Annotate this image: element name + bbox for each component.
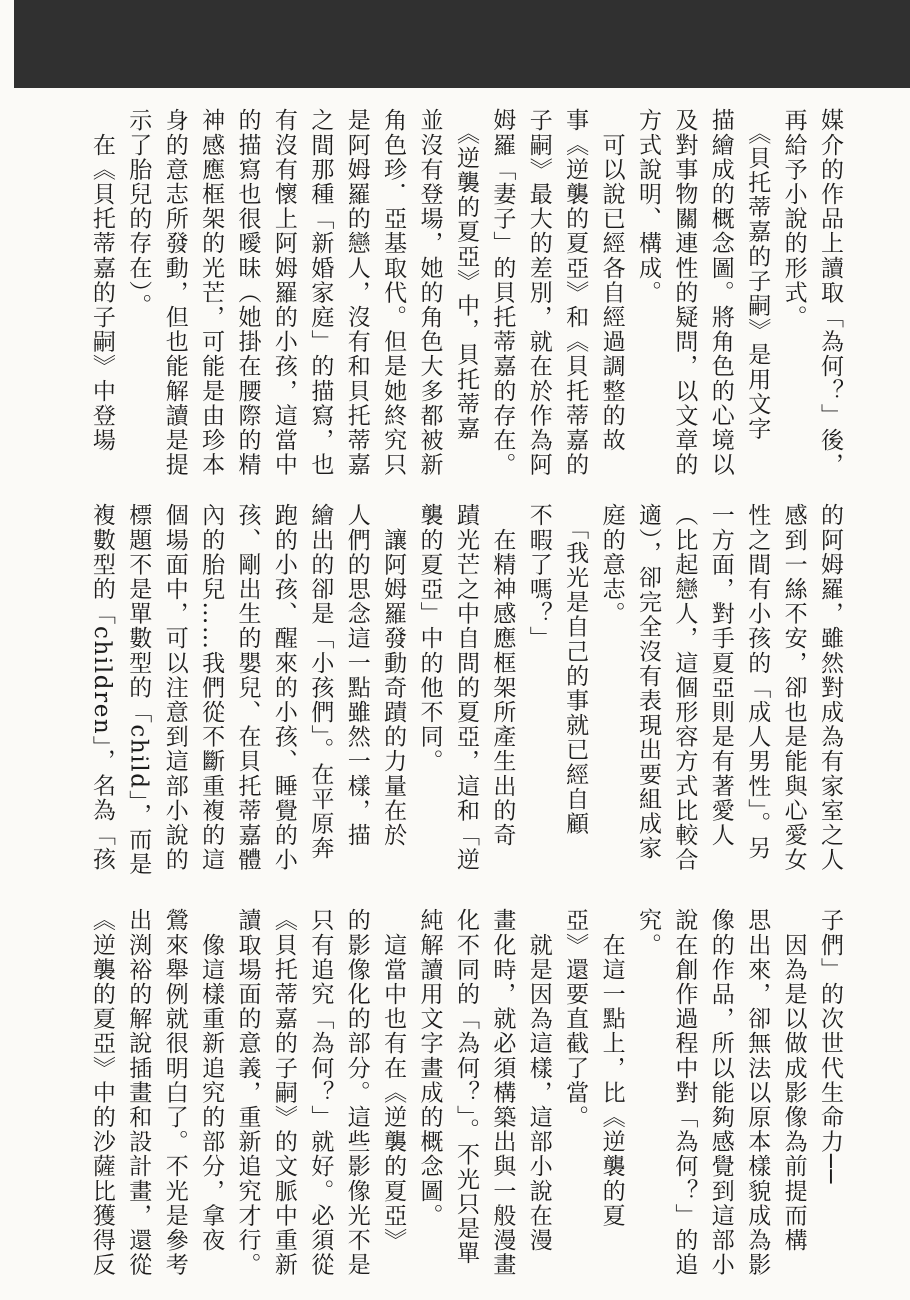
- text-block-middle: [88, 503, 848, 883]
- text-line: 不暇了嗎？」: [525, 503, 552, 651]
- text-line: 再給予小說的形式。: [780, 108, 807, 330]
- text-line: 姆羅「妻子」的貝托蒂嘉的存在。: [489, 108, 516, 477]
- text-line: 思出來，卻無法以原本樣貌成為影: [744, 908, 771, 1277]
- text-line: 就是因為這樣，這部小說在漫: [525, 908, 552, 1253]
- text-line: 讓阿姆羅發動奇蹟的力量在於: [380, 503, 407, 848]
- text-line: 繪出的卻是「小孩們」。在平原奔: [307, 503, 334, 861]
- text-line: 化不同的「為何？」。不光只是單: [452, 908, 479, 1266]
- text-line: 子們」的次世代生命力──: [817, 908, 843, 1185]
- text-line: 有沒有懷上阿姆羅的小孩，這當中: [270, 108, 297, 477]
- text-line: 純解讀用文字畫成的概念圖。: [416, 908, 443, 1228]
- text-line: 亞》還要直截了當。: [562, 908, 589, 1130]
- text-line: 事《逆襲的夏亞》和《貝托蒂嘉的: [562, 108, 589, 477]
- text-line: 人們的思念這一點雖然一樣，描: [343, 503, 370, 848]
- text-line: 是阿姆羅的戀人，沒有和貝托蒂嘉: [343, 108, 370, 477]
- text-line: 示了胎兒的存在）。: [125, 108, 152, 318]
- text-line: 方式說明、構成。: [634, 108, 661, 305]
- text-line: 像這樣重新追究的部分，拿夜: [198, 908, 225, 1253]
- text-line: 庭的意志。: [598, 503, 625, 626]
- text-block-bottom: [88, 908, 848, 1280]
- text-line: 鶯來舉例就很明白了。不光是參考: [161, 908, 188, 1277]
- header-bar: [14, 0, 910, 88]
- text-line: 個場面中，可以注意到這部小說的: [161, 503, 188, 872]
- text-line: 之間那種「新婚家庭」的描寫，也: [307, 108, 334, 477]
- text-line: 身的意志所發動，但也能解讀是提: [161, 108, 188, 477]
- text-line: 的描寫也很曖昧（她掛在腰際的精: [234, 108, 261, 477]
- text-line: 這當中也有在《逆襲的夏亞》: [380, 908, 407, 1253]
- text-line: 的影像化的部分。這些影像光不是: [343, 908, 370, 1277]
- text-line: 《貝托蒂嘉的子嗣》是用文字: [744, 108, 771, 441]
- text-line: 內的胎兒……我們從不斷重複的這: [198, 503, 225, 872]
- text-line: 在《貝托蒂嘉的子嗣》中登場: [88, 108, 115, 453]
- text-line: 角色珍．亞基取代。但是她終究只: [380, 108, 407, 477]
- text-line: 讀取場面的意義，重新追究才行。: [234, 908, 261, 1277]
- text-line: 襲的夏亞」中的他不同。: [416, 503, 443, 774]
- text-line: 感到一絲不安，卻也是能與心愛女: [780, 503, 807, 872]
- text-line: 出渕裕的解說插畫和設計畫，還從: [125, 908, 152, 1277]
- text-line: 神感應框架的光芒，可能是由珍本: [198, 108, 225, 477]
- text-line: 孩、剛出生的嬰兒、在貝托蒂嘉體: [234, 503, 261, 872]
- text-line: 像的作品，所以能夠感覺到這部小: [707, 908, 734, 1277]
- text-line: 畫化時，就必須構築出與一般漫畫: [489, 908, 516, 1277]
- text-line: 《逆襲的夏亞》中的沙薩比獲得反: [88, 908, 115, 1277]
- text-line: 子嗣》最大的差別，就在於作為阿: [525, 108, 552, 477]
- text-line: 及對事物關連性的疑問，以文章的: [671, 108, 698, 477]
- text-line: 蹟光芒之中自問的夏亞，這和「逆: [452, 503, 479, 872]
- vertical-text-page: [88, 108, 848, 1280]
- text-line: 《逆襲的夏亞》中，貝托蒂嘉: [452, 108, 479, 441]
- text-line: 一方面，對手夏亞則是有著愛人: [707, 503, 734, 848]
- text-line: 適），卻完全沒有表現出要組成家: [634, 503, 661, 861]
- text-line: 究。: [634, 908, 661, 958]
- text-line: 媒介的作品上讀取「為何？」後，: [817, 108, 843, 477]
- text-line: 複數型的「children」，名為「孩: [88, 503, 115, 872]
- text-line: （比起戀人，這個形容方式比較合: [671, 503, 698, 872]
- text-line: 跑的小孩、醒來的小孩、睡覺的小: [270, 503, 297, 872]
- text-line: 只有追究「為何？」就好。必須從: [307, 908, 334, 1277]
- text-line: 標題不是單數型的「child」，而是: [125, 503, 152, 877]
- text-line: 可以說已經各自經過調整的故: [598, 108, 625, 453]
- text-block-top: [88, 108, 848, 477]
- text-line: 並沒有登場，她的角色大多都被新: [416, 108, 443, 477]
- text-line: 在精神感應框架所產生出的奇: [489, 503, 516, 848]
- text-line: 「我光是自己的事就已經自顧: [562, 503, 589, 836]
- text-line: 描繪成的概念圖。將角色的心境以: [707, 108, 734, 477]
- text-line: 說在創作過程中對「為何？」的追: [671, 908, 698, 1277]
- text-line: 的阿姆羅，雖然對成為有家室之人: [817, 503, 843, 872]
- text-line: 性之間有小孩的「成人男性」。另: [744, 503, 771, 861]
- text-line: 《貝托蒂嘉的子嗣》的文脈中重新: [270, 908, 297, 1277]
- text-line: 因為是以做成影像為前提而構: [780, 908, 807, 1253]
- text-line: 在這一點上，比《逆襲的夏: [598, 908, 625, 1228]
